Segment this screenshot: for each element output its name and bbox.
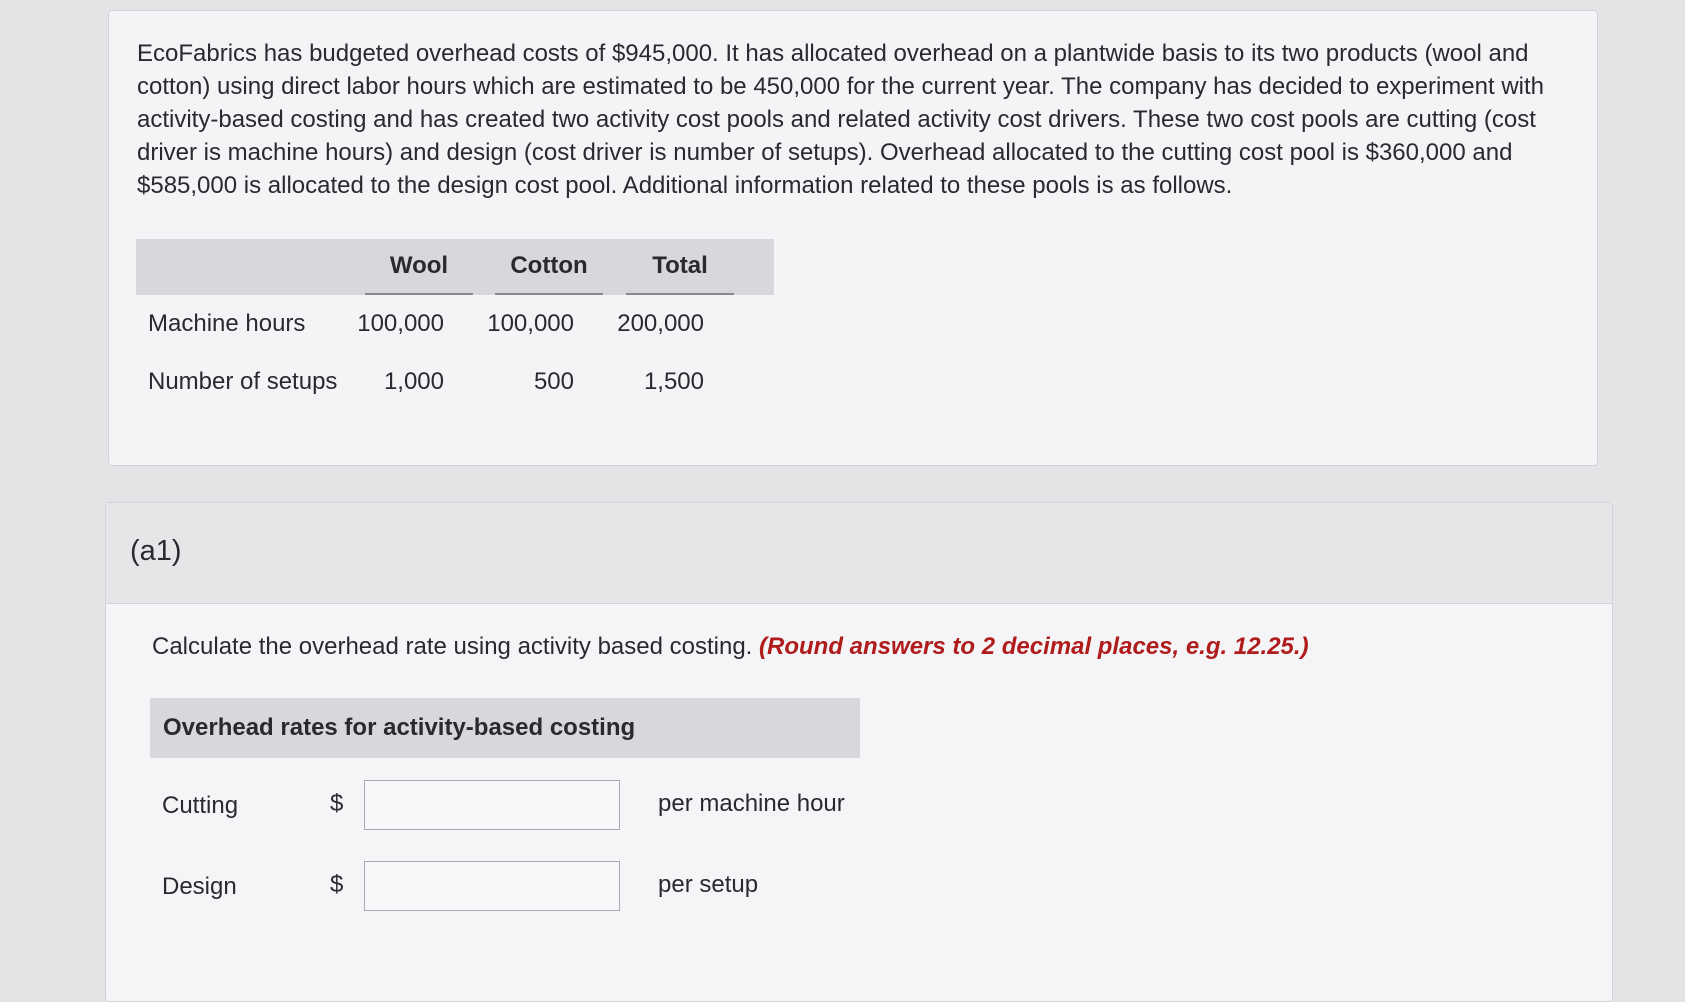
cutting-rate-input[interactable]: [364, 780, 620, 830]
column-header-total: Total: [626, 239, 734, 295]
table-row-number-of-setups: [136, 353, 774, 411]
instruction-text: [152, 633, 1309, 661]
row-label: Number of setups: [148, 368, 338, 395]
part-label: (a1): [130, 535, 182, 567]
rate-unit: per machine hour: [658, 790, 845, 817]
instruction-main: Calculate the overhead rate using activity based costing.: [152, 633, 753, 660]
cell-cotton: 500: [533, 368, 574, 395]
row-label: Machine hours: [148, 310, 306, 337]
cell-total: 1,500: [643, 368, 704, 395]
rate-row-design: [150, 859, 910, 915]
problem-text: EcoFabrics has budgeted overhead costs of $945,000. It has allocated overhead on a plantwide basis to its two products (wool and cotton) using direct labor hours which are estimated to be 450,000 for the current year. The company has decided to experiment with activity-based costing and has created two activity cost pools and related activity cost drivers. These two cost pools are cutting (cost driver is machine hours) and design (cost driver is number of setups). Overhead allocated to the cutting cost pool is $360,000 and $585,000 is allocated to the design cost pool. Additional information related to these pools is as follows.: [137, 40, 1545, 199]
table-header-row: [136, 239, 774, 295]
rounding-note: (Round answers to 2 decimal places, e.g. 12.25.): [759, 633, 1309, 660]
column-header-cotton: Cotton: [495, 239, 603, 295]
cost-driver-table: [136, 239, 774, 411]
rate-unit: per setup: [658, 871, 759, 898]
rates-table-header: Overhead rates for activity-based costing: [150, 698, 860, 758]
currency-symbol: $: [330, 790, 344, 817]
cell-wool: 100,000: [357, 310, 444, 337]
question-header: [106, 503, 1612, 604]
column-header-wool: Wool: [365, 239, 473, 295]
cell-cotton: 100,000: [487, 310, 574, 337]
table-row-machine-hours: [136, 295, 774, 353]
design-rate-input[interactable]: [364, 861, 620, 911]
problem-card: [108, 10, 1598, 466]
rate-label: Cutting: [162, 792, 239, 819]
cell-total: 200,000: [617, 310, 704, 337]
rate-row-cutting: [150, 778, 910, 834]
currency-symbol: $: [330, 871, 344, 898]
rate-label: Design: [162, 873, 237, 900]
question-card: [105, 502, 1613, 1002]
cell-wool: 1,000: [383, 368, 444, 395]
